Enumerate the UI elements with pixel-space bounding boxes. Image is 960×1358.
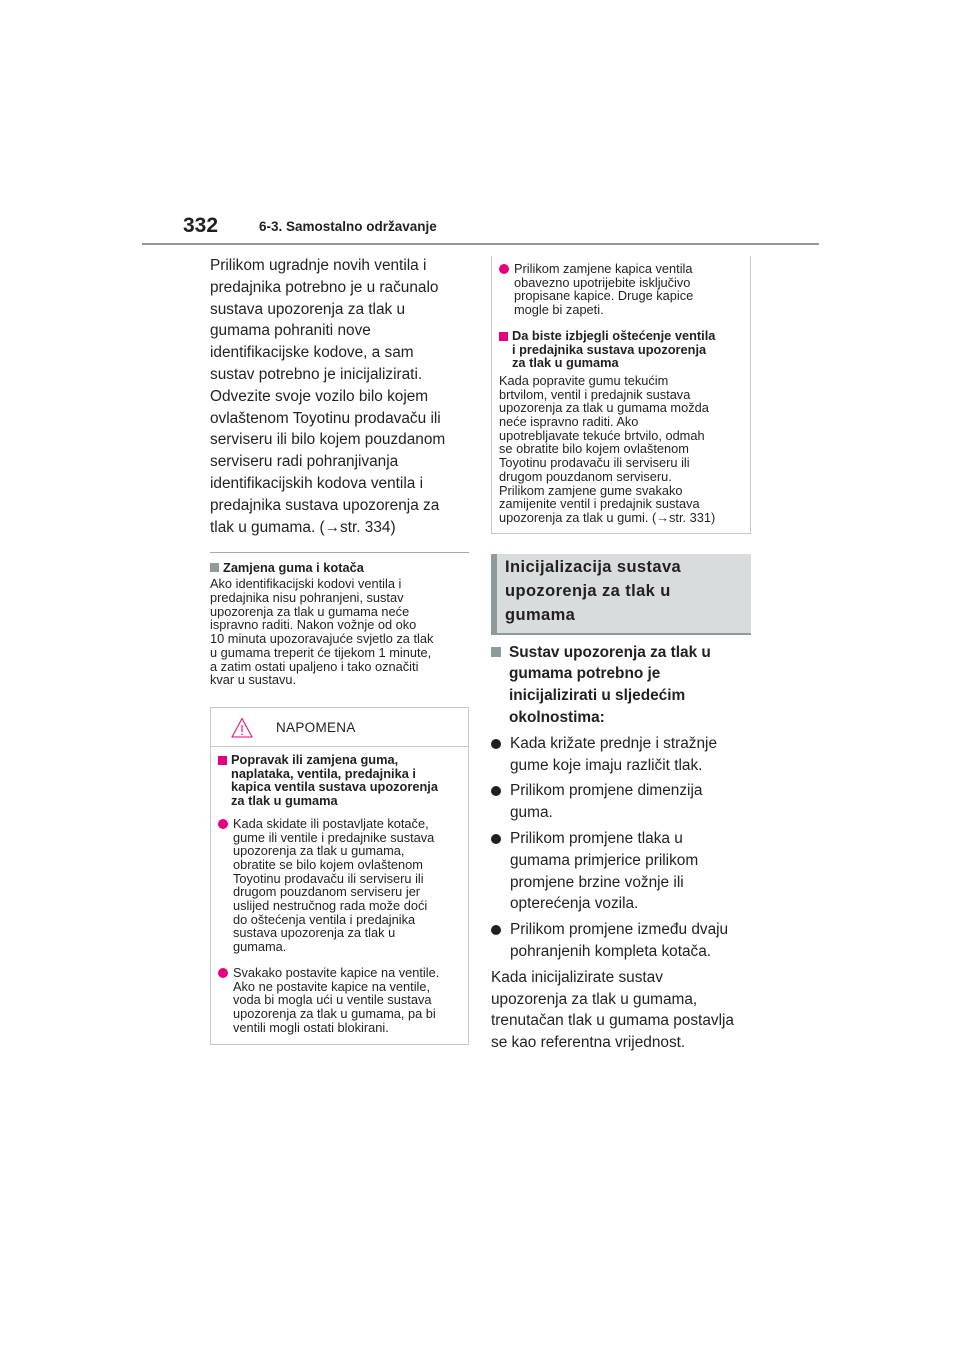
text-line: uslijed nestručnog rada može doći <box>233 898 428 914</box>
text-line: brtvilom, ventil i predajnik sustava <box>499 386 691 402</box>
text-line: gume koje imaju različit tlak. <box>510 756 703 774</box>
text-line: za tlak u gumama <box>512 355 619 371</box>
topic-title <box>505 555 681 627</box>
intro-line: identifikacijskih kodova ventila i <box>210 474 424 492</box>
text-line: predajnika nisu pohranjeni, sustav <box>210 590 404 606</box>
text-line: Prilikom zamjene gume svakako <box>499 482 683 498</box>
text-line: se obratite bilo kojem ovlaštenom <box>499 441 689 457</box>
intro-line: tlak u gumama. (→str. 334) <box>210 518 396 536</box>
text-line: Da biste izbjegli oštećenje ventila <box>512 327 716 343</box>
text-line: naplataka, ventila, predajnika i <box>231 765 416 781</box>
text-line: gumama <box>505 605 576 624</box>
square-bullet-icon <box>499 332 508 341</box>
text-line: Toyotinu prodavaču ili serviseru ili <box>499 455 690 471</box>
text-line: Kada inicijalizirate sustav <box>491 968 663 986</box>
text-line: ventili mogli ostati blokirani. <box>233 1019 389 1035</box>
intro-line: identifikacijske kodove, a sam <box>210 344 414 362</box>
intro-line: serviseru ili bilo kojem pouzdanom <box>210 431 446 449</box>
text-line: Prilikom zamjene kapica ventila <box>514 261 693 276</box>
intro-line: gumama pohraniti nove <box>210 322 371 340</box>
text-line: gumama primjerice prilikom <box>510 851 699 869</box>
page-number: 332 <box>183 214 219 237</box>
text-line: Kada skidate ili postavljate kotače, <box>233 815 429 831</box>
text-line: Ako ne postavite kapice na ventile, <box>233 978 431 994</box>
topic-rule <box>491 633 751 635</box>
damage-text <box>499 374 742 525</box>
notice-heading <box>499 329 742 370</box>
round-bullet-icon <box>491 786 501 796</box>
text-line: za tlak u gumama <box>231 793 338 809</box>
text-line: voda bi mogla ući u ventile sustava <box>233 992 432 1008</box>
text-line: promjene brzine vožnje ili <box>510 873 684 891</box>
text-line: gumama potrebno je <box>509 665 661 683</box>
tire-change-title: Zamjena guma i kotača <box>223 560 364 576</box>
text-line: se kao referentna vrijednost. <box>491 1034 686 1052</box>
intro-line: Odvezite svoje vozilo bilo kojem <box>210 387 429 405</box>
notice-continuation-box <box>491 256 751 534</box>
text-line: Kada križate prednje i stražnje <box>510 734 718 752</box>
right-column <box>491 256 751 1054</box>
section-header: 6-3. Samostalno održavanje <box>259 219 437 234</box>
text-line: upozorenja za tlak u gumama, <box>491 990 698 1008</box>
text-line: obratite se bilo kojem ovlaštenom <box>233 856 423 872</box>
init-heading <box>491 642 751 729</box>
text-line: upozorenja za tlak u <box>505 581 671 600</box>
text-line: a zatim ostati upaljeno i tako označiti <box>210 658 419 674</box>
text-line: inicijalizirati u sljedećim <box>509 687 686 705</box>
text-line: 10 minuta upozoravajuće svjetlo za tlak <box>210 631 434 647</box>
text-line: i predajnika sustava upozorenja <box>512 341 707 357</box>
intro-line: sustava upozorenja za tlak u <box>210 300 406 318</box>
list-item <box>491 780 751 824</box>
notice-box <box>210 707 469 1045</box>
square-bullet-icon <box>491 647 501 657</box>
round-bullet-icon <box>499 264 509 274</box>
text-line: Sustav upozorenja za tlak u <box>509 643 711 661</box>
list-item <box>491 733 751 777</box>
text-line: Prilikom promjene dimenzija <box>510 782 703 800</box>
text-line: upozorenja za tlak u gumi. (→str. 331) <box>499 509 716 525</box>
text-line: Prilikom promjene između dvaju <box>510 921 729 939</box>
notice-bullet <box>218 966 461 1035</box>
intro-line: serviseru radi pohranjivanja <box>210 453 399 471</box>
tire-change-heading <box>210 560 469 575</box>
text-line: kapica ventila sustava upozorenja <box>231 779 438 795</box>
topic-title-box <box>491 554 751 633</box>
text-line: drugom pouzdanom serviseru jer <box>233 884 421 900</box>
text-line: do oštećenja ventila i predajnika <box>233 911 416 927</box>
text-line: Inicijalizacija sustava <box>505 557 682 576</box>
text-line: Svakako postavite kapice na ventile. <box>233 964 440 980</box>
text-line: drugom pouzdanom serviseru. <box>499 468 672 484</box>
notice-heading <box>218 753 461 808</box>
tire-change-text <box>210 577 469 687</box>
header-rule <box>142 243 819 245</box>
text-line: upotrebljavate tekuće brtvilo, odmah <box>499 427 705 443</box>
text-line: gume ili ventile i predajnike sustava <box>233 829 435 845</box>
text-line: mogle bi zapeti. <box>514 302 604 318</box>
notice-bullet <box>218 817 461 954</box>
round-bullet-icon <box>491 739 501 749</box>
text-line: Kada popravite gumu tekućim <box>499 372 669 388</box>
left-column <box>210 255 469 1045</box>
square-bullet-icon <box>218 756 227 765</box>
closing-paragraph <box>491 967 751 1054</box>
text-line: upozorenja za tlak u gumama, pa bi <box>233 1005 436 1021</box>
text-line: propisane kapice. Druge kapice <box>514 288 694 304</box>
text-line: gumama. <box>233 939 287 955</box>
square-bullet-icon <box>210 563 219 572</box>
text-line: upozorenja za tlak u gumama, <box>233 843 405 859</box>
notice-title: NAPOMENA <box>276 720 356 736</box>
text-line: upozorenja za tlak u gumama možda <box>499 400 709 416</box>
text-line: zamijenite ventil i predajnik sustava <box>499 496 700 512</box>
text-line: Ako identifikacijski kodovi ventila i <box>210 576 402 592</box>
round-bullet-icon <box>218 968 228 978</box>
text-line: u gumama treperit će tijekom 1 minute, <box>210 644 432 660</box>
text-line: kvar u sustavu. <box>210 672 297 688</box>
text-line: trenutačan tlak u gumama postavlja <box>491 1012 734 1030</box>
text-line: guma. <box>510 804 553 822</box>
text-line: opterećenja vozila. <box>510 895 639 913</box>
text-line: upozorenja za tlak u gumama neće <box>210 603 410 619</box>
intro-line: ovlaštenom Toyotinu prodavaču ili <box>210 409 441 427</box>
topic-accent-bar <box>491 554 497 633</box>
intro-line: predajnika sustava upozorenja za <box>210 496 440 514</box>
round-bullet-icon <box>491 925 501 935</box>
round-bullet-icon <box>491 834 501 844</box>
text-line: obavezno upotrijebite isključivo <box>514 274 691 290</box>
warning-triangle-icon <box>231 717 253 739</box>
text-line: pohranjenih kompleta kotača. <box>510 943 712 961</box>
list-item <box>491 828 751 915</box>
text-line: neće ispravno raditi. Ako <box>499 414 639 430</box>
list-item <box>491 919 751 963</box>
subsection-rule <box>210 552 469 553</box>
intro-line: sustav potrebno je inicijalizirati. <box>210 365 423 383</box>
intro-line: Prilikom ugradnje novih ventila i <box>210 257 427 274</box>
text-line: Toyotinu prodavaču ili serviseru ili <box>233 870 424 886</box>
notice-title-row <box>218 714 461 742</box>
text-line: sustava upozorenja za tlak u <box>233 925 396 941</box>
text-line: okolnostima: <box>509 709 605 727</box>
text-line: Popravak ili zamjena guma, <box>231 751 399 767</box>
text-line: ispravno raditi. Nakon vožnje od oko <box>210 617 417 633</box>
round-bullet-icon <box>218 819 228 829</box>
notice-bullet <box>499 262 742 317</box>
text-line: Prilikom promjene tlaka u <box>510 830 683 848</box>
intro-paragraph <box>210 255 469 538</box>
intro-line: predajnika potrebno je u računalo <box>210 278 439 296</box>
notice-divider <box>211 746 468 747</box>
